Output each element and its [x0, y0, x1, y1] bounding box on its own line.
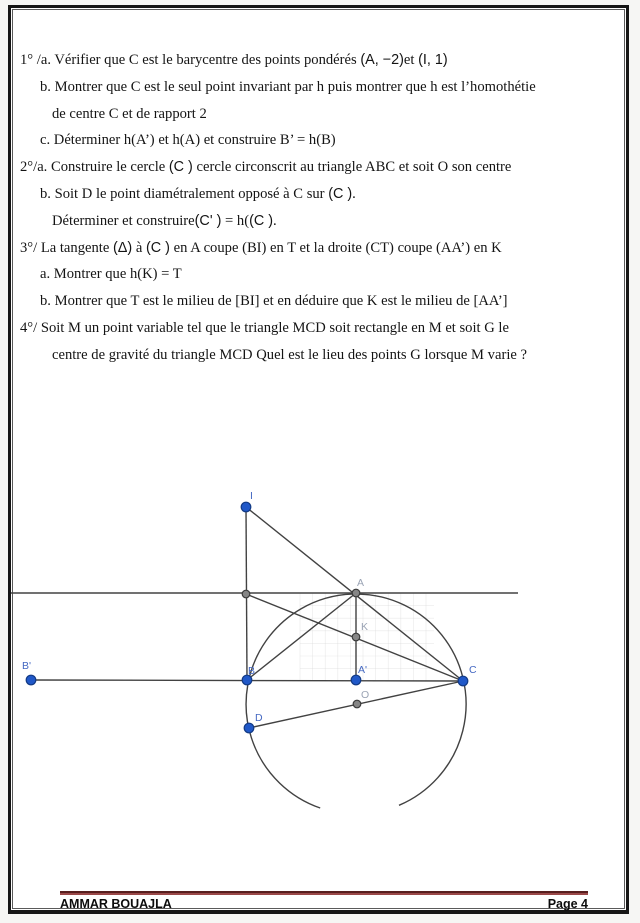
point-I — [241, 502, 251, 512]
exercise-line: 1° /a. Vérifier que C est le barycentre des points pondérés (A, −2)et (I, 1) — [20, 52, 448, 68]
exercise-line: 4°/ Soit M un point variable tel que le triangle MCD soit rectangle en M et soit G le — [20, 319, 509, 336]
point-Aprime — [351, 675, 361, 685]
point-label-Bprime: B' — [22, 660, 32, 672]
point-label-O: O — [361, 689, 370, 701]
point-O — [353, 700, 361, 708]
point-label-K: K — [361, 621, 369, 633]
point-label-I: I — [250, 490, 253, 502]
point-C — [458, 676, 468, 686]
point-A — [352, 589, 360, 597]
exercise-line: b. Montrer que T est le milieu de [BI] et en déduire que K est le milieu de [AA’] — [40, 293, 508, 310]
exercise-text-block — [20, 47, 624, 369]
exercise-line: centre de gravité du triangle MCD Quel est le lieu des points G lorsque M varie ? — [52, 346, 527, 363]
footer-rule — [60, 891, 588, 895]
exercise-line: 3°/ La tangente (Δ) à (C ) en A coupe (BI) en T et la droite (CT) coupe (AA’) en K — [20, 239, 502, 256]
footer-author: AMMAR BOUAJLA — [60, 897, 172, 911]
geometry-figure — [0, 480, 640, 835]
exercise-line: b. Soit D le point diamétralement opposé à C sur (C ). — [40, 185, 356, 202]
footer-page-number: Page 4 — [547, 897, 588, 911]
point-label-A: A — [357, 577, 365, 589]
exercise-line: Déterminer et construire(C' ) = h((C ). — [52, 212, 277, 229]
exercise-line: a. Montrer que h(K) = T — [40, 266, 182, 283]
point-Bprime — [26, 675, 36, 685]
point-label-D: D — [255, 712, 263, 724]
line-B-A — [247, 593, 356, 680]
exercise-line: 2°/a. Construire le cercle (C ) cercle circonscrit au triangle ABC et soit O son centre — [20, 159, 512, 176]
footer — [60, 897, 588, 915]
point-label-Aprime: A' — [358, 664, 368, 676]
exercise-line: b. Montrer que C est le seul point invariant par h puis montrer que h est l’homothétie — [40, 78, 536, 95]
point-label-B: B — [248, 665, 256, 677]
point-D — [244, 723, 254, 733]
exercise-line: c. Déterminer h(A’) et h(A) et construire B’ = h(B) — [40, 132, 336, 149]
point-label-C: C — [469, 664, 477, 676]
exercise-line: de centre C et de rapport 2 — [52, 105, 207, 122]
point-T — [242, 590, 250, 598]
point-K — [352, 633, 360, 641]
